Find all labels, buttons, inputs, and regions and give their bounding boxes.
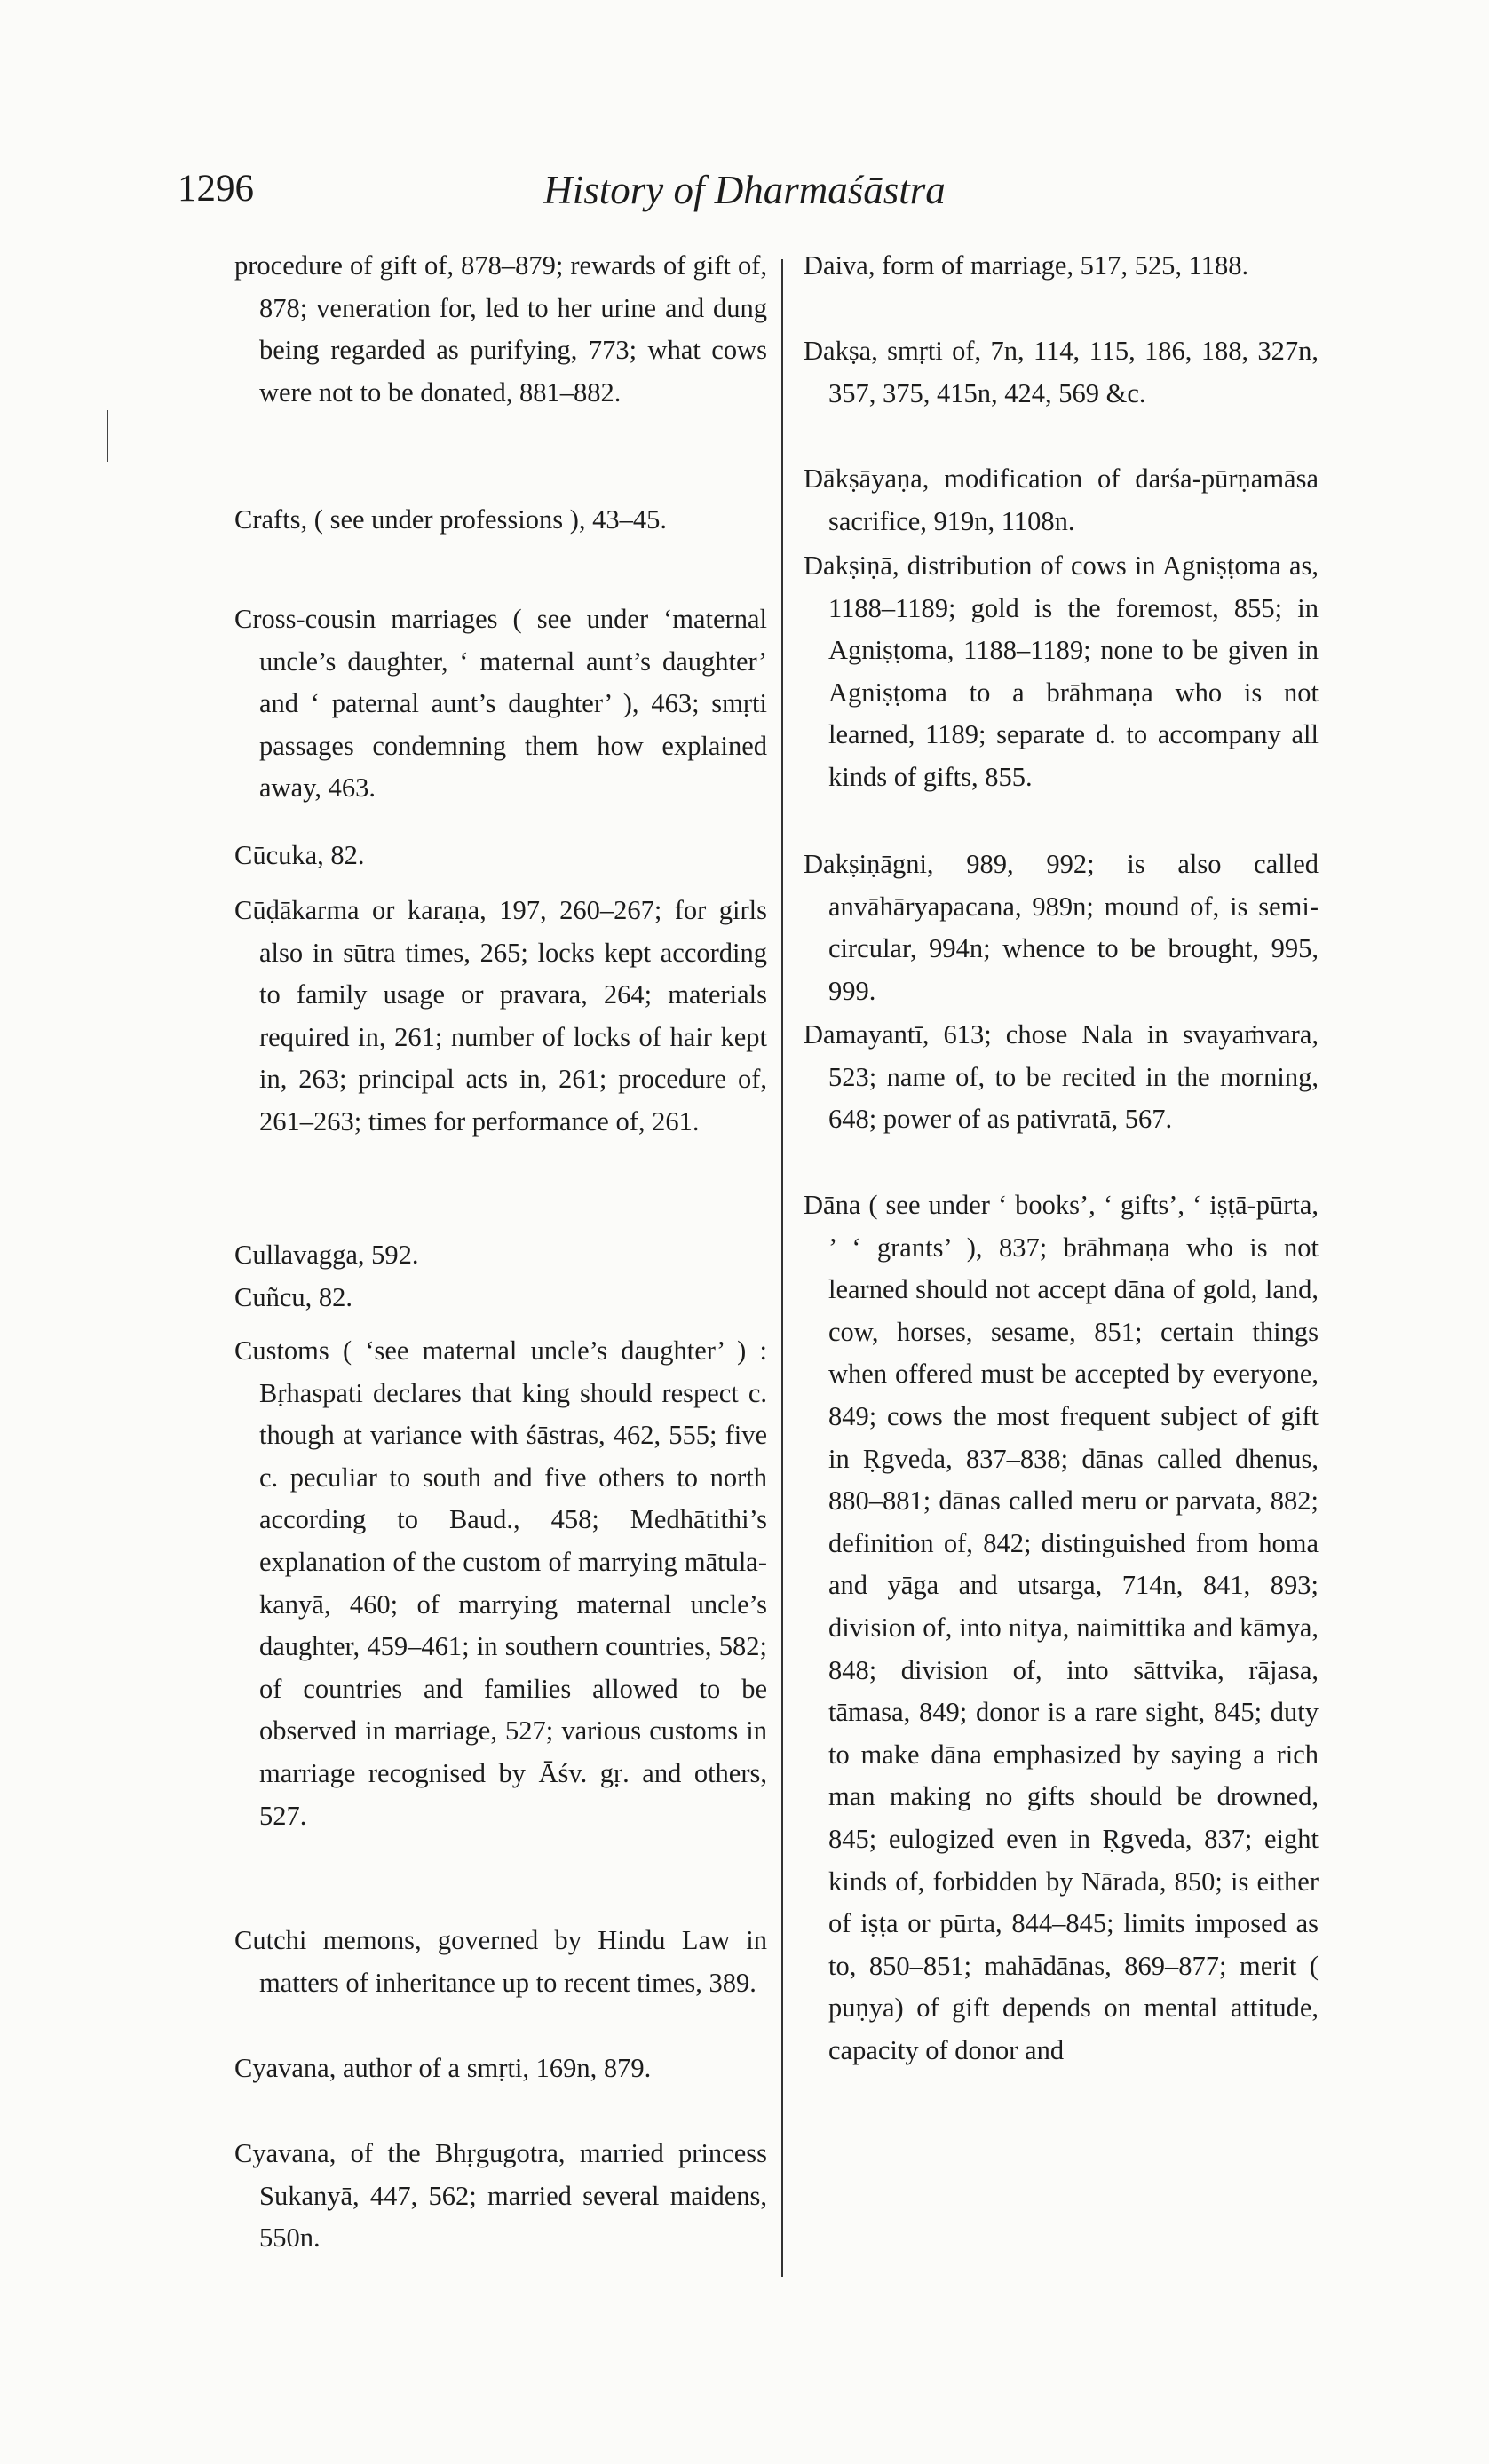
index-entry: Customs ( ‘see maternal uncle’s daughter’ ) : Bṛhaspati declares that king should respect c. though at variance with śāstras, 462, 555; five c. peculiar to south and five others to north according to Baud., 458; Medhātithi’s explanation of the custom of marrying mātula-kanyā, 460; of marrying maternal uncle’s daughter, 459–461; in southern countries, 582; of countries and families allowed to be observed in marriage, 527; various customs in marriage recognised by Āśv. gṛ. and others, 527.: [234, 1335, 767, 1831]
index-entry: Damayantī, 613; chose Nala in svayaṁvara, 523; name of, to be recited in the morning, 648; power of as pativratā, 567.: [804, 1019, 1319, 1135]
index-entry: Cūḍākarma or karaṇa, 197, 260–267; for girls also in sūtra times, 265; locks kept according to family usage or pravara, 264; materials required in, 261; number of locks of hair kept in, 263; principal acts in, 261; procedure of, 261–263; times for performance of, 261.: [234, 895, 767, 1137]
index-entry: Cuñcu, 82.: [234, 1282, 353, 1312]
index-entry: Cullavagga, 592.: [234, 1240, 419, 1270]
page-number: 1296: [178, 168, 254, 210]
index-entry: Dakṣa, smṛti of, 7n, 114, 115, 186, 188, 327n, 357, 375, 415n, 424, 569 &c.: [804, 336, 1319, 408]
index-entry: Daiva, form of marriage, 517, 525, 1188.: [804, 250, 1249, 281]
index-entry: Dākṣāyaṇa, modification of darśa-pūrṇamāsa sacrifice, 919n, 1108n.: [804, 463, 1319, 536]
index-entry: Cross-cousin marriages ( see under ‘maternal uncle’s daughter, ‘ maternal aunt’s daughter’ and ‘ paternal aunt’s daughter’ ), 463; smṛti passages condemning them how explained away, 463.: [234, 604, 767, 804]
margin-mark: [107, 410, 108, 462]
index-entry: procedure of gift of, 878–879; rewards of gift of, 878; veneration for, led to her urine and dung being regarded as purifying, 773; what cows were not to be donated, 881–882.: [234, 250, 767, 408]
column-divider: [781, 259, 783, 2277]
page-header: [0, 167, 1489, 229]
index-entry: Crafts, ( see under professions ), 43–45.: [234, 504, 668, 535]
index-entry: Dāna ( see under ‘ books’, ‘ gifts’, ‘ iṣṭā-pūrta, ’ ‘ grants’ ), 837; brāhmaṇa who is not learned should not accept dāna of gold, land, cow, horses, sesame, 851; certain things when offered must be accepted by everyone, 849; cows the most frequent subject of gift in Ṛgveda, 837–838; dānas called dhenus, 880–881; dānas called meru or parvata, 882; definition of, 842; distinguished from homa and yāga and utsarga, 714n, 841, 893; division of, into nitya, naimittika and kāmya, 848; division of, into sāttvika, rājasa, tāmasa, 849; donor is a rare sight, 845; duty to make dāna emphasized by saying a rich man making no gifts should be drowned, 845; eulogized even in Ṛgveda, 837; eight kinds of, forbidden by Nārada, 850; is either of iṣṭa or pūrta, 844–845; limits imposed as to, 850–851; mahādānas, 869–877; merit ( puṇya) of gift depends on mental attitude, capacity of donor and: [804, 1190, 1319, 2065]
index-entry: Dakṣiṇāgni, 989, 992; is also called anvāhāryapacana, 989n; mound of, is semi-circular, 994n; whence to be brought, 995, 999.: [804, 849, 1319, 1006]
index-entry: Dakṣiṇā, distribution of cows in Agniṣṭoma as, 1188–1189; gold is the foremost, 855; in Agniṣṭoma, 1188–1189; none to be given in Agniṣṭoma to a brāhmaṇa who is not learned, 1189; separate d. to accompany all kinds of gifts, 855.: [804, 551, 1319, 792]
running-title: History of Dharmaśāstra: [543, 168, 946, 212]
index-entry: Cyavana, author of a smṛti, 169n, 879.: [234, 2053, 652, 2083]
index-entry: Cūcuka, 82.: [234, 840, 365, 870]
index-entry: Cyavana, of the Bhṛgugotra, married princess Sukanyā, 447, 562; married several maidens, 550n.: [234, 2138, 767, 2254]
index-entry: Cutchi memons, governed by Hindu Law in matters of inheritance up to recent times, 389.: [234, 1925, 767, 1998]
